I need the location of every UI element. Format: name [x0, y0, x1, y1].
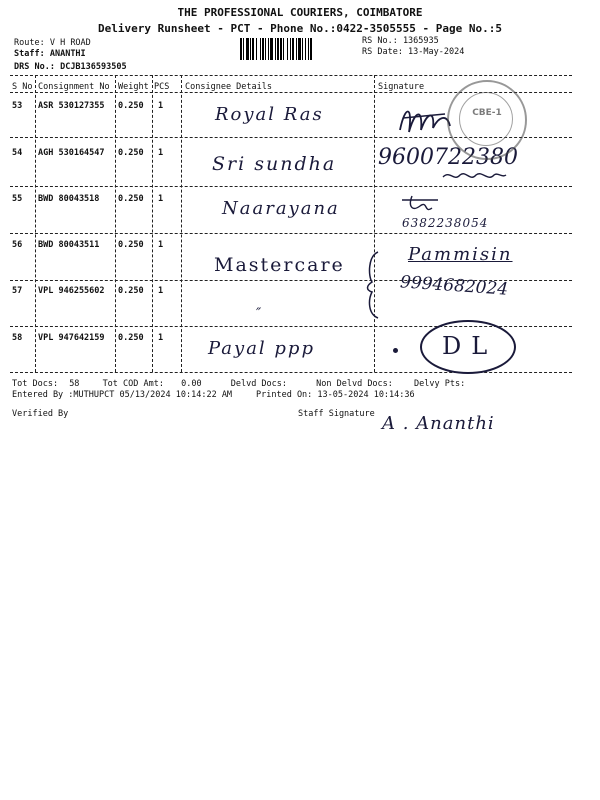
row-weight: 0.250: [118, 286, 144, 296]
staff-value: ANANTHI: [49, 49, 86, 59]
row-pcs: 1: [158, 333, 164, 343]
drs-value: DCJB136593505: [60, 62, 127, 72]
column-divider: [152, 75, 153, 372]
row-pcs: 1: [158, 194, 164, 204]
row-sno: 55: [12, 194, 23, 204]
row-rule: [10, 186, 572, 187]
barcode-bar: [298, 38, 301, 60]
tot-docs-label: Tot Docs:: [12, 379, 59, 389]
signature-scribble: [440, 170, 510, 184]
row-consignment-no: BWD 80043518: [38, 194, 100, 204]
bracket-mark: [364, 250, 384, 320]
row-signature-dl: DL: [442, 332, 498, 360]
barcode-bar: [250, 38, 251, 60]
company-title: THE PROFESSIONAL COURIERS, COIMBATORE: [177, 6, 423, 19]
stamp-code: CBE-1: [472, 108, 502, 118]
delivery-points-label: Delvy Pts:: [414, 379, 466, 389]
barcode-bar: [252, 38, 254, 60]
stamp-inner-ring: [459, 92, 513, 146]
row-pcs: 1: [158, 101, 164, 111]
col-header-consignment: Consignment No: [38, 82, 110, 92]
office-stamp: [447, 80, 527, 160]
route-line: [14, 38, 91, 48]
table-top-rule: [10, 75, 572, 76]
barcode-bar: [292, 38, 294, 60]
col-header-sno: S No: [12, 82, 33, 92]
staff-signature-handwritten: A . Ananthi: [382, 413, 495, 434]
col-header-pcs: PCS: [154, 82, 170, 92]
barcode-bar: [246, 38, 249, 60]
row-consignment-no: ASR 530127355: [38, 101, 105, 111]
staff-label: Staff:: [14, 49, 45, 59]
barcode-bar: [296, 38, 297, 60]
printed-on: Printed On: 13-05-2024 10:14:36: [256, 390, 415, 400]
signature-scribble: [398, 192, 444, 216]
barcode-bar: [308, 38, 309, 60]
row-sno: 58: [12, 333, 23, 343]
staff-signature-label: Staff Signature: [298, 409, 375, 419]
barcode-bar: [262, 38, 264, 60]
barcode-bar: [290, 38, 291, 60]
row-rule: [10, 233, 572, 234]
totals-line: [12, 379, 465, 389]
barcode-bar: [243, 38, 244, 60]
row-sno: 56: [12, 240, 23, 250]
row-pcs: 1: [158, 240, 164, 250]
drs-label: DRS No.:: [14, 62, 55, 72]
col-header-signature: Signature: [378, 82, 425, 92]
row-consignee-handwritten: Royal Ras: [215, 104, 324, 125]
drs-line: [14, 62, 127, 72]
col-header-consignee: Consignee Details: [185, 82, 272, 92]
row-consignee-handwritten: Mastercare: [214, 254, 345, 276]
signature-scribble: [395, 100, 455, 138]
row-signature-phone: 9994682024: [399, 272, 509, 300]
tot-docs-value: 58: [69, 379, 80, 389]
barcode-bar: [277, 38, 279, 60]
route-label: Route:: [14, 38, 45, 48]
row-pcs: 1: [158, 286, 164, 296]
row-sno: 57: [12, 286, 23, 296]
row-consignment-no: BWD 80043511: [38, 240, 100, 250]
verified-by-label: Verified By: [12, 409, 69, 419]
row-weight: 0.250: [118, 194, 144, 204]
row-pcs: 1: [158, 148, 164, 158]
row-consignment-no: VPL 946255602: [38, 286, 105, 296]
runsheet-subtitle: Delivery Runsheet - PCT - Phone No.:0422-3505555 - Page No.:5: [98, 22, 502, 35]
row-signature-phone: 9600722380: [378, 145, 518, 170]
row-sno: 54: [12, 148, 23, 158]
barcode-bar: [265, 38, 266, 60]
barcode-bar: [283, 38, 284, 60]
delivered-docs-label: Delvd Docs:: [230, 379, 288, 389]
column-divider: [374, 75, 375, 372]
barcode: [240, 38, 356, 60]
col-header-weight: Weight: [118, 82, 149, 92]
barcode-bar: [256, 38, 257, 60]
rs-date: RS Date: 13-May-2024: [362, 47, 465, 57]
column-divider: [181, 75, 182, 372]
column-divider: [115, 75, 116, 372]
barcode-bar: [310, 38, 312, 60]
row-weight: 0.250: [118, 101, 144, 111]
barcode-bar: [270, 38, 273, 60]
row-consignee-handwritten: ″: [256, 306, 264, 322]
row-consignee-handwritten: Sri sundha: [212, 153, 337, 175]
row-sno: 53: [12, 101, 23, 111]
row-consignee-handwritten: Payal ppp: [208, 338, 315, 359]
barcode-bar: [240, 38, 242, 60]
barcode-bar: [280, 38, 282, 60]
ink-dot: [393, 348, 398, 353]
entered-by: Entered By :MUTHUPCT 05/13/2024 10:14:22 AM: [12, 390, 233, 400]
rs-number: RS No.: 1365935: [362, 36, 439, 46]
column-divider: [35, 75, 36, 372]
barcode-bar: [305, 38, 306, 60]
cod-value: 0.00: [181, 379, 202, 389]
row-signature-phone: 6382238054: [402, 216, 489, 230]
row-signature-name: Pammisin: [408, 244, 513, 265]
barcode-bar: [260, 38, 261, 60]
cod-label: Tot COD Amt:: [102, 379, 164, 389]
row-weight: 0.250: [118, 240, 144, 250]
row-consignment-no: AGH 530164547: [38, 148, 105, 158]
table-bottom-rule: [10, 372, 572, 373]
row-consignee-handwritten: Naarayana: [222, 198, 340, 219]
barcode-bar: [302, 38, 303, 60]
barcode-bar: [268, 38, 269, 60]
route-value: V H ROAD: [49, 38, 91, 48]
row-consignment-no: VPL 947642159: [38, 333, 105, 343]
barcode-bar: [287, 38, 288, 60]
non-delivered-docs-label: Non Delvd Docs:: [316, 379, 393, 389]
barcode-bar: [275, 38, 276, 60]
staff-line: [14, 49, 86, 59]
row-weight: 0.250: [118, 148, 144, 158]
row-weight: 0.250: [118, 333, 144, 343]
